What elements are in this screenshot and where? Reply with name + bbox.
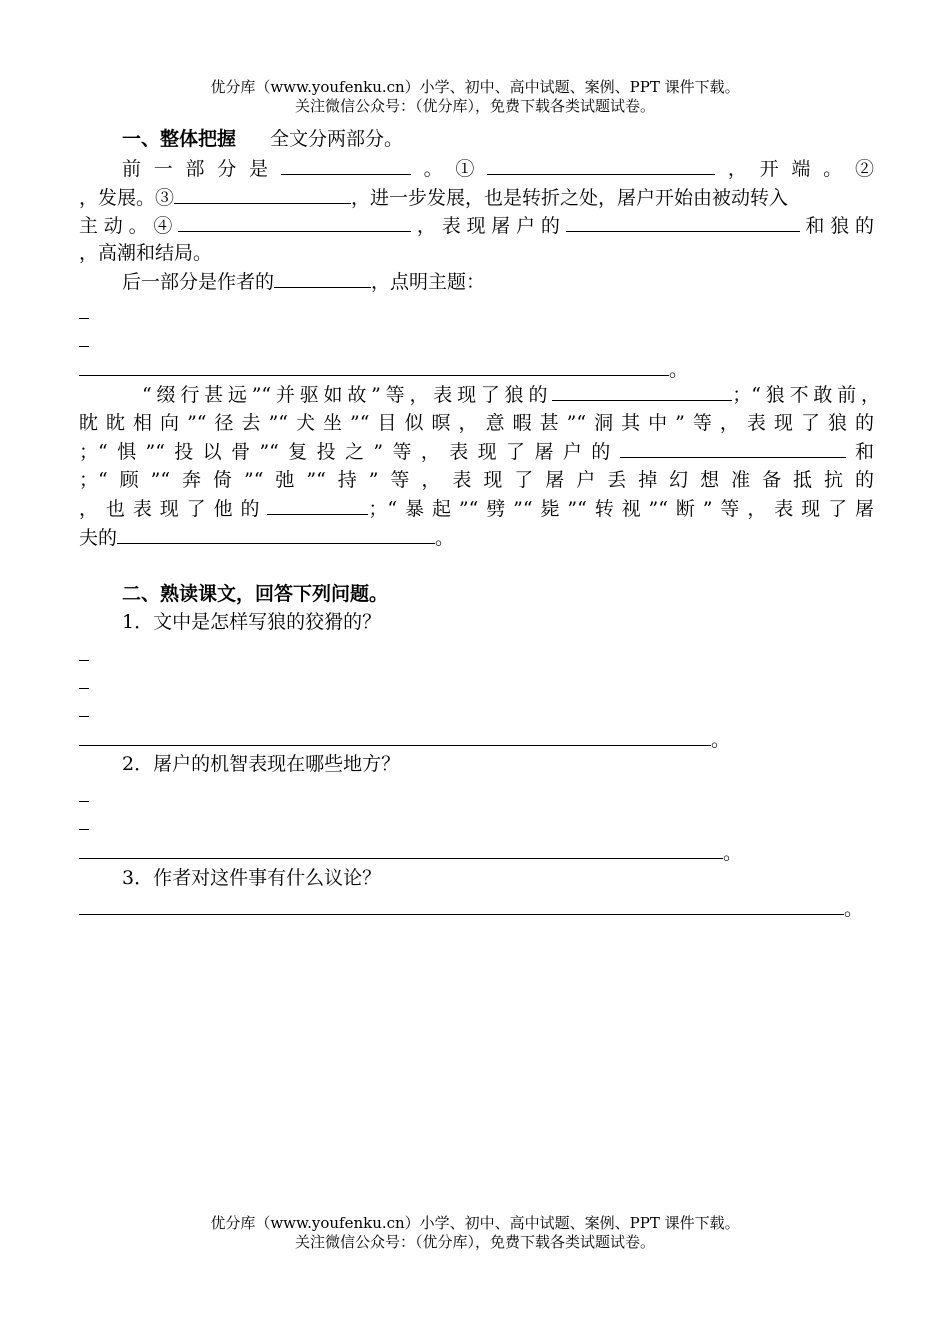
- text-part: ，发展。③: [79, 187, 175, 209]
- text-part: ，进一步发展，也是转折之处，屠户开始由被动转入: [351, 187, 789, 209]
- answer-blank[interactable]: [487, 154, 715, 175]
- answer-dash[interactable]: [79, 660, 89, 661]
- footer-line-2: 关注微信公众号：（优分库），免费下载各类试题试卷。: [294, 1233, 655, 1251]
- section1-line-11: [79, 494, 874, 523]
- answer-dash[interactable]: [79, 346, 89, 347]
- answer-blank[interactable]: [620, 437, 846, 458]
- footer-line-1: 优分库（www.youfenku.cn）小学、初中、高中试题、案例、PPT 课件下载。: [210, 1214, 740, 1232]
- question-1: 1．文中是怎样写狼的狡猾的？: [122, 611, 382, 633]
- answer-blank[interactable]: [566, 211, 800, 232]
- text-part: ；“惧”“投以骨”“复投之”等，表现了屠户的: [79, 441, 620, 463]
- section1-line-7: [142, 380, 880, 409]
- section1-line-2: [79, 183, 874, 212]
- text-part: 主动。④: [79, 215, 179, 237]
- text-part: ②: [854, 158, 874, 180]
- answer-blank[interactable]: [552, 380, 732, 401]
- answer-dash[interactable]: [79, 688, 89, 689]
- section1-heading-line: [79, 125, 917, 153]
- answer-line[interactable]: [79, 858, 723, 859]
- question-2: 2．屠户的机智表现在哪些地方？: [122, 753, 401, 775]
- question-3: 3．作者对这件事有什么议论？: [122, 867, 382, 889]
- text-part: ，也表现了他的: [79, 498, 268, 520]
- text-part: 和: [845, 441, 874, 463]
- text-part: ；“暴起”“劈”“毙”“转视”“断”等，表现了屠: [368, 498, 874, 520]
- answer-line[interactable]: [79, 745, 711, 746]
- text-part: 夫的: [79, 527, 118, 549]
- text-part: ，点明主题：: [371, 271, 486, 293]
- text-part: ①: [455, 158, 488, 180]
- text-part: ，开端。: [715, 158, 855, 180]
- header-line-2: 关注微信公众号：（优分库），免费下载各类试题试卷。: [294, 97, 655, 115]
- section1-heading: 一、整体把握: [122, 128, 237, 150]
- section1-line-1: [79, 154, 874, 183]
- section1-line-9: [79, 437, 874, 466]
- answer-line[interactable]: [79, 375, 669, 376]
- text-part: “缀行甚远”“并驱如故”等，表现了狼的: [142, 384, 553, 406]
- section2-heading: 二、熟读课文，回答下列问题。: [122, 583, 389, 605]
- text-part: 后一部分是作者的: [122, 271, 275, 293]
- line-end-period: 。: [669, 359, 689, 381]
- answer-dash[interactable]: [79, 318, 89, 319]
- section1-line-5: [79, 267, 917, 296]
- answer-dash[interactable]: [79, 801, 89, 802]
- line-end-period: 。: [844, 898, 864, 920]
- text-part: ，表现屠户的: [411, 215, 566, 237]
- section1-line-8: 眈眈相向”“径去”“犬坐”“目似暝，意暇甚”“洞其中”等，表现了狼的: [79, 412, 874, 434]
- line-end-period: 。: [723, 842, 743, 864]
- section1-line-4: ，高潮和结局。: [79, 242, 213, 264]
- answer-line[interactable]: [79, 914, 844, 915]
- answer-dash[interactable]: [79, 829, 89, 830]
- section1-line-3: [79, 211, 874, 240]
- section1-line-12: [79, 523, 874, 552]
- text-part: 。: [435, 527, 455, 549]
- section1-intro: 全文分两部分。: [270, 128, 404, 150]
- text-part: 。: [410, 158, 456, 180]
- text-part: ；“狼不敢前，: [732, 384, 880, 406]
- answer-blank[interactable]: [117, 523, 435, 544]
- header-line-1: 优分库（www.youfenku.cn）小学、初中、高中试题、案例、PPT 课件下载。: [210, 78, 740, 96]
- line-end-period: 。: [711, 729, 731, 751]
- text-part: 和狼的: [799, 215, 874, 237]
- answer-blank[interactable]: [274, 267, 371, 288]
- section1-line-10: ；“顾”“奔倚”“弛”“持”等，表现了屠户丢掉幻想准备抵抗的: [79, 469, 874, 491]
- answer-blank[interactable]: [178, 211, 411, 232]
- answer-blank[interactable]: [174, 183, 351, 204]
- answer-blank[interactable]: [281, 154, 411, 175]
- text-part: 前一部分是: [122, 158, 281, 180]
- answer-blank[interactable]: [267, 494, 368, 515]
- answer-dash[interactable]: [79, 716, 89, 717]
